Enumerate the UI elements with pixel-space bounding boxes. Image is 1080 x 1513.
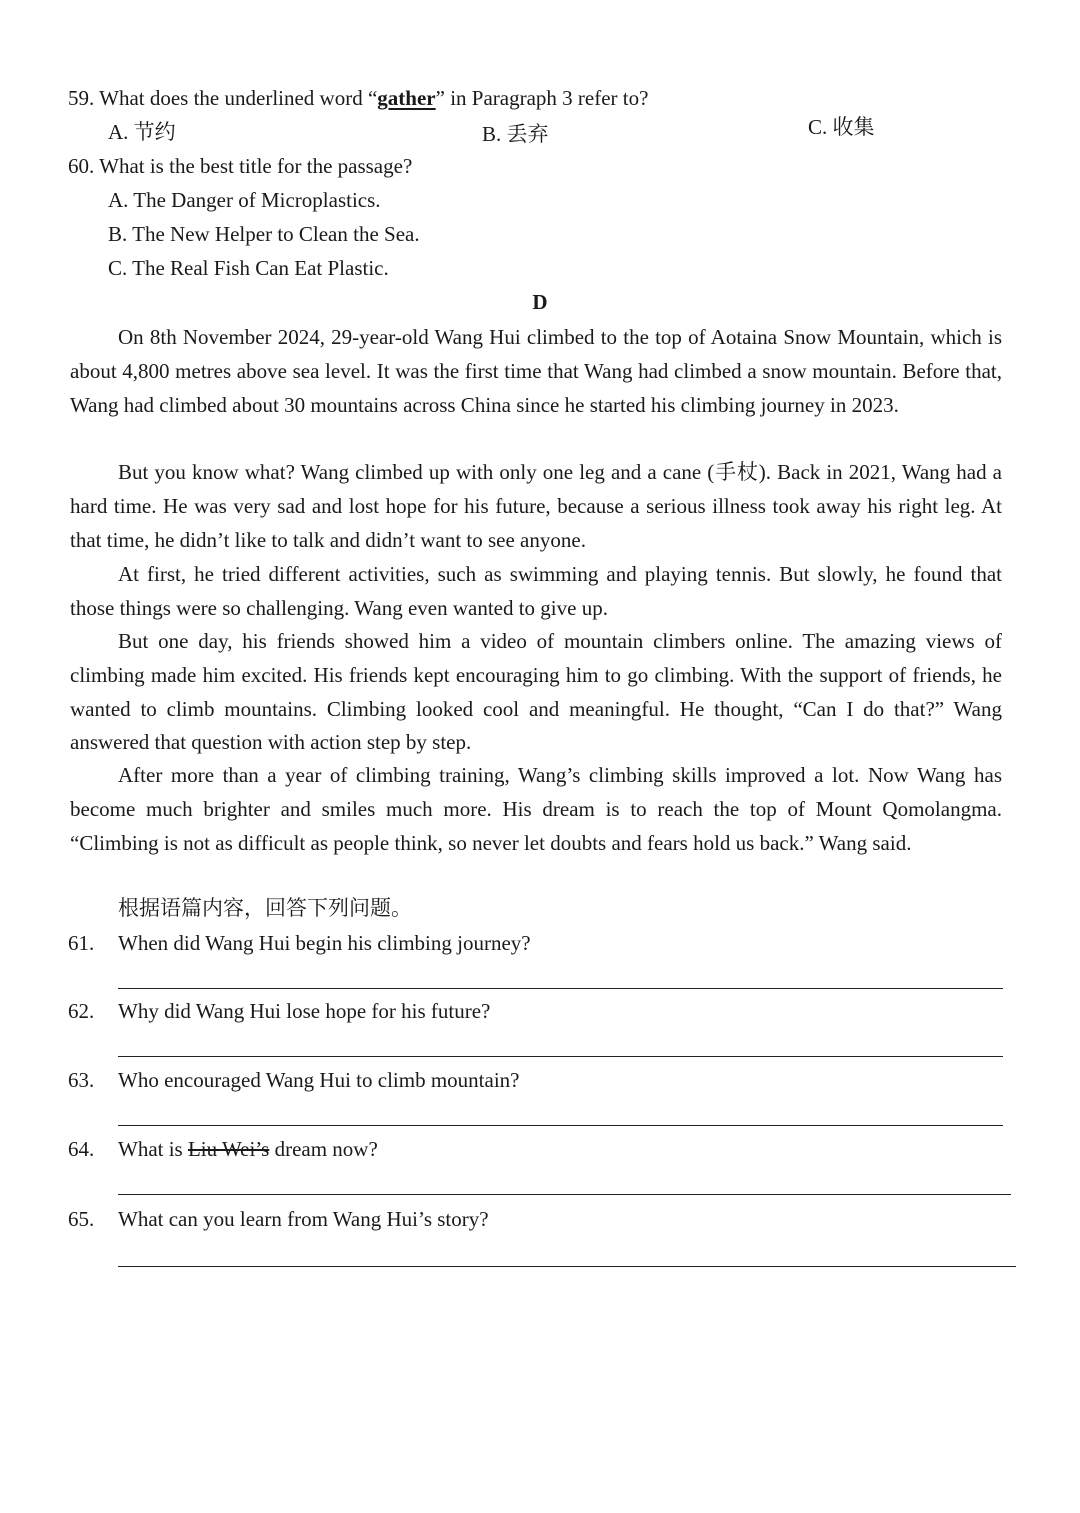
question-number: 61. xyxy=(68,931,95,955)
question-text: Who encouraged Wang Hui to climb mountain? xyxy=(118,1068,520,1092)
passage-paragraph-3: At first, he tried different activities, such as swimming and playing tennis. But slowly, he found that those things were so challenging. Wang even wanted to give up. xyxy=(70,562,1002,620)
option-60-c: C. The Real Fish Can Eat Plastic. xyxy=(108,256,389,280)
question-number: 64. xyxy=(68,1137,95,1161)
question-text-tail: ” in Paragraph 3 refer to? xyxy=(435,86,649,110)
question-text: What does the underlined word “ xyxy=(99,86,378,110)
question-text: When did Wang Hui begin his climbing journey? xyxy=(118,931,531,955)
option-60-b: B. The New Helper to Clean the Sea. xyxy=(108,222,420,246)
question-64 xyxy=(68,1135,378,1163)
option-59-b: B. 丢弃 xyxy=(482,122,549,146)
question-number: 65. xyxy=(68,1207,95,1231)
answer-line-65[interactable] xyxy=(118,1266,1016,1267)
underlined-word: gather xyxy=(377,86,436,110)
question-59 xyxy=(68,84,648,112)
option-59-a: A. 节约 xyxy=(108,120,176,144)
passage-paragraph-4: But one day, his friends showed him a video of mountain climbers online. The amazing views of climbing made him excited. His friends kept encouraging him to go climbing. With the support of friends, he wanted to climb mountains. Climbing looked cool and meaningful. He thought, “Can I do that?” Wang answered that question with action step by step. xyxy=(70,629,1002,755)
answer-line-63[interactable] xyxy=(118,1125,1003,1126)
passage-paragraph-5: After more than a year of climbing training, Wang’s climbing skills improved a lot. Now Wang has become much brighter and smiles much more. His dream is to reach the top of Mount Qomolangma. “Climbing is not as difficult as people think, so never let doubts and fears hold us back.” Wang said. xyxy=(70,763,1002,855)
answer-line-64[interactable] xyxy=(118,1194,1011,1195)
option-60-a: A. The Danger of Microplastics. xyxy=(108,188,381,212)
question-text: What is xyxy=(118,1137,188,1161)
instruction: 根据语篇内容，回答下列问题。 xyxy=(118,896,412,920)
question-text: Why did Wang Hui lose hope for his future? xyxy=(118,999,491,1023)
answer-line-61[interactable] xyxy=(118,988,1003,989)
question-number: 59. xyxy=(68,86,95,110)
question-62 xyxy=(68,997,490,1025)
passage-paragraph-2: But you know what? Wang climbed up with only one leg and a cane (手杖). Back in 2021, Wang had a hard time. He was very sad and lost hope for his future, because a serious illness took away his right leg. At that time, he didn’t like to talk and didn’t want to see anyone. xyxy=(70,460,1002,552)
question-60 xyxy=(68,152,412,180)
answer-line-62[interactable] xyxy=(118,1056,1003,1057)
question-text: What can you learn from Wang Hui’s story? xyxy=(118,1207,489,1231)
question-number: 63. xyxy=(68,1068,95,1092)
question-63 xyxy=(68,1066,519,1094)
passage-paragraph-1: On 8th November 2024, 29-year-old Wang Hui climbed to the top of Aotaina Snow Mountain, which is about 4,800 metres above sea level. It was the first time that Wang had climbed a snow mountain. Before that, Wang had climbed about 30 mountains across China since he started his climbing journey in 2023. xyxy=(70,325,1002,417)
struck-name: Liu Wei’s xyxy=(187,1137,270,1161)
option-59-c: C. 收集 xyxy=(808,115,875,139)
question-text: What is the best title for the passage? xyxy=(99,154,413,178)
question-61 xyxy=(68,929,531,957)
question-number: 62. xyxy=(68,999,95,1023)
question-text-tail: dream now? xyxy=(269,1137,378,1161)
question-65 xyxy=(68,1205,489,1233)
question-number: 60. xyxy=(68,154,95,178)
section-title: D xyxy=(532,290,548,314)
